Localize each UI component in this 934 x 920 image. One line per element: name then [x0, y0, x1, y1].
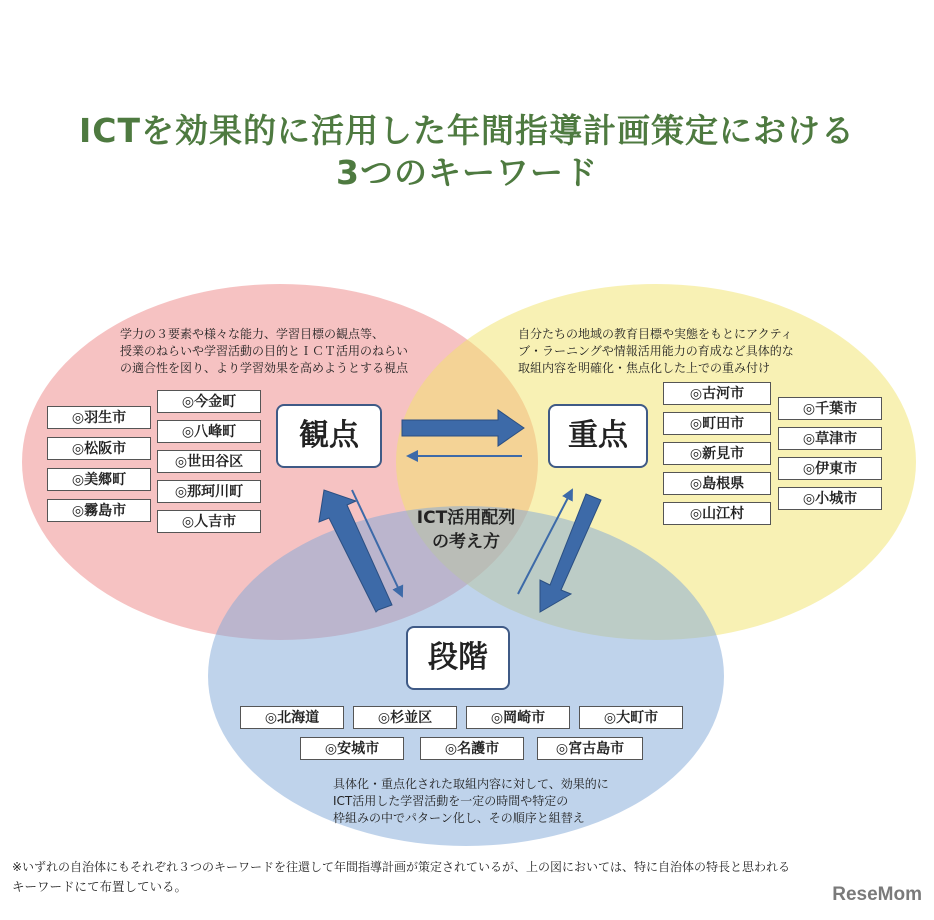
- municipality-tag: ◎杉並区: [353, 706, 457, 729]
- municipality-tag: ◎島根県: [663, 472, 771, 495]
- municipality-tag: ◎新見市: [663, 442, 771, 465]
- municipality-tag: ◎世田谷区: [157, 450, 261, 473]
- municipality-tag: ◎宮古島市: [537, 737, 643, 760]
- page-title-line-1: ICTを効果的に活用した年間指導計画策定における: [78, 111, 855, 150]
- page-title-line-2: 3つのキーワード: [336, 153, 598, 192]
- footnote: ※いずれの自治体にもそれぞれ３つのキーワードを往還して年間指導計画が策定されているが、上の図においては、特に自治体の特長と思われる キーワードにて布置している。: [12, 860, 791, 894]
- municipality-tag: ◎町田市: [663, 412, 771, 435]
- municipality-tag: ◎美郷町: [47, 468, 151, 491]
- municipality-tag: ◎北海道: [240, 706, 344, 729]
- municipality-tag: ◎那珂川町: [157, 480, 261, 503]
- keyword-kanten: 観点: [276, 404, 382, 468]
- keyword-juten: 重点: [548, 404, 648, 468]
- description-juten: 自分たちの地域の教育目標や実態をもとにアクティ ブ・ラーニングや情報活用能力の育成など具体的な 取組内容を明確化・焦点化した上での重み付け: [518, 327, 794, 375]
- municipality-tag: ◎八峰町: [157, 420, 261, 443]
- description-kanten: 学力の３要素や様々な能力、学習目標の観点等、 授業のねらいや学習活動の目的とＩＣＴ活用のねらい の適合性を図り、より学習効果を高めようとする視点: [120, 327, 409, 375]
- municipality-tag: ◎人吉市: [157, 510, 261, 533]
- municipality-tag: ◎松阪市: [47, 437, 151, 460]
- municipality-tag: ◎小城市: [778, 487, 882, 510]
- municipality-tag: ◎名護市: [420, 737, 524, 760]
- description-dankai: 具体化・重点化された取組内容に対して、効果的に ICT活用した学習活動を一定の時間や特定の 枠組みの中でパターン化し、その順序と組替え: [333, 777, 609, 825]
- municipality-tag: ◎千葉市: [778, 397, 882, 420]
- municipality-tag: ◎今金町: [157, 390, 261, 413]
- municipality-tag: ◎岡崎市: [466, 706, 570, 729]
- keyword-dankai: 段階: [406, 626, 510, 690]
- municipality-tag: ◎安城市: [300, 737, 404, 760]
- resemom-logo: ReseMom: [832, 884, 922, 905]
- municipality-tag: ◎草津市: [778, 427, 882, 450]
- municipality-tag: ◎霧島市: [47, 499, 151, 522]
- municipality-tag: ◎伊東市: [778, 457, 882, 480]
- municipality-tag: ◎山江村: [663, 502, 771, 525]
- center-label: ICT活用配列 の考え方: [416, 508, 516, 552]
- municipality-tag: ◎古河市: [663, 382, 771, 405]
- municipality-tag: ◎大町市: [579, 706, 683, 729]
- municipality-tag: ◎羽生市: [47, 406, 151, 429]
